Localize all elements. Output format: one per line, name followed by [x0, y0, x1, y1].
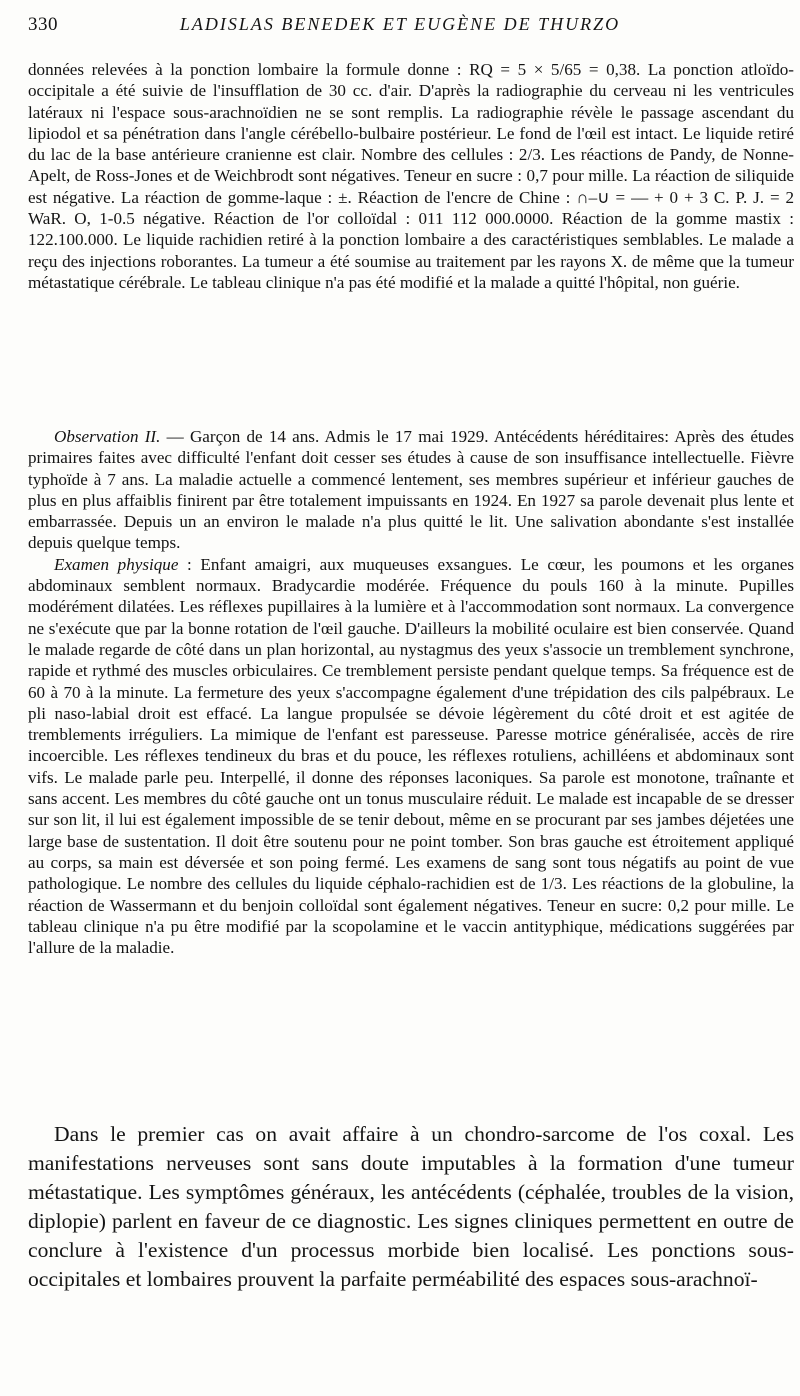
discussion [28, 1120, 794, 1294]
exam-text: : Enfant amaigri, aux muqueuses exsangues. Le cœur, les poumons et les organes abdominaux semblent normaux. Bradycardie modérée. Fréquence du pouls 160 à la minute. Pupilles modérément dilatées. Les réflexes pupillaires à la lumière et à l'accommodation sont normaux. La convergence ne s'exécute que par la bonne rotation de l'œil gauche. D'ailleurs la mobilité oculaire est bien conservée. Quand le malade regarde de côté dans un plan horizontal, au nystagmus des yeux s'associe un tremblement synchrone, rapide et rythmé des muscles orbiculaires. Ce tremblement persiste pendant quelque temps. Sa fréquence est de 60 à 70 à la minute. La fermeture des yeux s'accompagne également d'une trépidation des cils palpébraux. Le pli naso-labial droit est effacé. La langue propulsée se dévoie légèrement du côté droit et est agitée de tremblements irréguliers. La mimique de l'enfant est paresseuse. Paresse motrice généralisée, accès de rire incoercible. Les réflexes tendineux du bras et du pouce, les réflexes rotuliens, achilléens et abdominaux sont vifs. Le malade parle peu. Interpellé, il donne des réponses laconiques. Sa parole est monotone, traînante et sans accent. Les membres du côté gauche ont un tonus musculaire réduit. Le malade est incapable de se dresser sur son lit, il lui est également impossible de se tenir debout, même en se procurant par ses jambes déjetées une large base de sustentation. Il doit être soutenu pour ne point tomber. Son bras gauche est étroitement appliqué au corps, sa main est déversée et son poing fermé. Les examens de sang sont tous négatifs au point de vue pathologique. Le nombre des cellules du liquide céphalo-rachidien est de 1/3. Les réactions de la globuline, la réaction de Wassermann et du benjoin colloïdal sont également négatives. Teneur en sucre: 0,2 pour mille. Le tableau clinique n'a pu être modifié par la scopolamine et le vaccin antityphique, médications suggérées par l'allure de la maladie. [28, 554, 795, 958]
observation-i-paragraph: données relevées à la ponction lombaire la formule donne : RQ = 5 × 5/65 = 0,38. La ponction atloïdo-occipitale a été suivie de l'insufflation de 30 cc. d'air. D'après la radiographie du cerveau ni les ventricules latéraux ni l'espace sous-arachnoïdien ne se sont remplis. La radiographie révèle le passage ascendant du lipiodol et sa pénétration dans l'angle cérébello-bulbaire postérieur. Le fond de l'œil est intact. Le liquide retiré du lac de la base antérieure cranienne est clair. Nombre des cellules : 2/3. Les réactions de Pandy, de Nonne-Apelt, de Ross-Jones et de Weichbrodt sont négatives. Teneur en sucre : 0,7 pour mille. La réaction de siliquide est négative. La réaction de gomme-laque : ±. Réaction de l'encre de Chine : ∩–∪ = — + 0 + 3 C. P. J. = 2 WaR. O, 1-0.5 négative. Réaction de l'or colloïdal : 011 112 000.0000. Réaction de la gomme mastix : 122.100.000. Le liquide rachidien retiré à la ponction lombaire a des caractéristiques semblables. Le malade a reçu des injections roborantes. La tumeur a été soumise au traitement par les rayons X. de même que la tumeur métastatique cérébrale. Le tableau clinique n'a pas été modifié et la malade a quitté l'hôpital, non guérie. [28, 60, 794, 292]
observation-i-conclusion [28, 59, 794, 293]
observation-ii [28, 426, 794, 958]
page-header [28, 14, 772, 44]
page-number: 330 [28, 14, 58, 35]
observation-ii-history [28, 426, 794, 554]
running-head: LADISLAS BENEDEK ET EUGÈNE DE THURZO [179, 14, 621, 34]
discussion-paragraph: Dans le premier cas on avait affaire à un chondro-sarcome de l'os coxal. Les manifestations nerveuses sont sans doute imputables à la formation d'une tumeur métastatique. Les symptômes généraux, les antécédents (céphalée, troubles de la vision, diplopie) parlent en faveur de ce diagnostic. Les signes cliniques permettent en outre de conclure à l'existence d'un processus morbide bien localisé. Les ponctions sous-occipitales et lombaires prouvent la parfaite perméabilité des espaces sous-arachnoï- [28, 1122, 794, 1291]
observation-ii-heading: Observation II. [54, 427, 161, 446]
observation-ii-exam [28, 554, 794, 959]
observation-ii-intro: — Garçon de 14 ans. Admis le 17 mai 1929. Antécédents héréditaires: Après des études primaires faites avec difficulté l'enfant doit cesser ses études à cause de son insuffisance intellectuelle. Fièvre typhoïde à 7 ans. La maladie actuelle a commencé lentement, ses membres supérieur et inférieur gauches de plus en plus affaiblis finirent par être totalement impuissants en 1924. En 1927 sa parole devenait plus lente et embarrassée. Depuis un an environ le malade n'a plus quitté le lit. Une salivation abondante s'est installée depuis quelque temps. [28, 427, 794, 553]
exam-heading: Examen physique [54, 554, 179, 574]
